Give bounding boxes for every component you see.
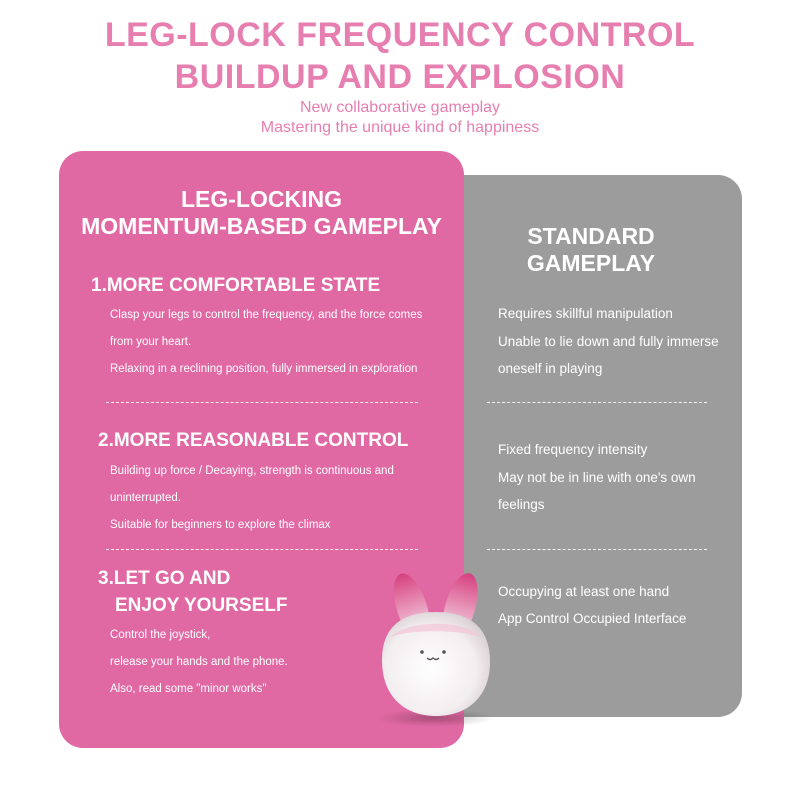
- section-2-line-3: Suitable for beginners to explore the climax: [110, 519, 331, 531]
- divider-right-2: [487, 549, 707, 550]
- section-3-line-3: Also, read some "minor works": [110, 683, 267, 695]
- standard-s1-line-1: Requires skillful manipulation: [498, 306, 673, 321]
- section-1-line-1: Clasp your legs to control the frequency, and the force comes: [110, 309, 423, 321]
- bunny-device-image: [360, 560, 510, 730]
- standard-s1-line-2: Unable to lie down and fully immerse: [498, 334, 719, 349]
- standard-heading-line-1: STANDARD: [527, 223, 655, 249]
- page-title-line-1: LEG-LOCK FREQUENCY CONTROL: [104, 16, 696, 54]
- section-2-line-1: Building up force / Decaying, strength is continuous and: [110, 465, 394, 477]
- section-1-line-3: Relaxing in a reclining position, fully immersed in exploration: [110, 363, 418, 375]
- section-2-line-2: uninterrupted.: [110, 492, 181, 504]
- section-3-line-2: release your hands and the phone.: [110, 656, 288, 668]
- section-3-title-line-1: 3.LET GO AND: [98, 568, 231, 589]
- divider-left-1: [106, 402, 418, 403]
- section-1-title: 1.MORE COMFORTABLE STATE: [91, 275, 381, 296]
- divider-left-2: [106, 549, 418, 550]
- standard-s2-line-1: Fixed frequency intensity: [498, 442, 648, 457]
- standard-heading-line-2: GAMEPLAY: [526, 250, 656, 276]
- leg-locking-heading-line-2: MOMENTUM-BASED GAMEPLAY: [81, 213, 442, 239]
- section-2-title: 2.MORE REASONABLE CONTROL: [98, 430, 409, 451]
- standard-s3-line-2: App Control Occupied Interface: [498, 611, 687, 626]
- section-1-line-2: from your heart.: [110, 336, 192, 348]
- leg-locking-heading-line-1: LEG-LOCKING: [181, 186, 342, 212]
- standard-s3-line-1: Occupying at least one hand: [498, 584, 670, 599]
- section-3-title-line-2: ENJOY YOURSELF: [115, 595, 288, 616]
- page-title-line-2: BUILDUP AND EXPLOSION: [174, 58, 626, 96]
- standard-s2-line-2: May not be in line with one's own: [498, 470, 696, 485]
- section-3-line-1: Control the joystick,: [110, 629, 211, 641]
- standard-s1-line-3: oneself in playing: [498, 361, 603, 376]
- standard-s2-line-3: feelings: [498, 497, 545, 512]
- subtitle-line-2: Mastering the unique kind of happiness: [260, 119, 540, 136]
- divider-right-1: [487, 402, 707, 403]
- subtitle-line-1: New collaborative gameplay: [299, 99, 501, 116]
